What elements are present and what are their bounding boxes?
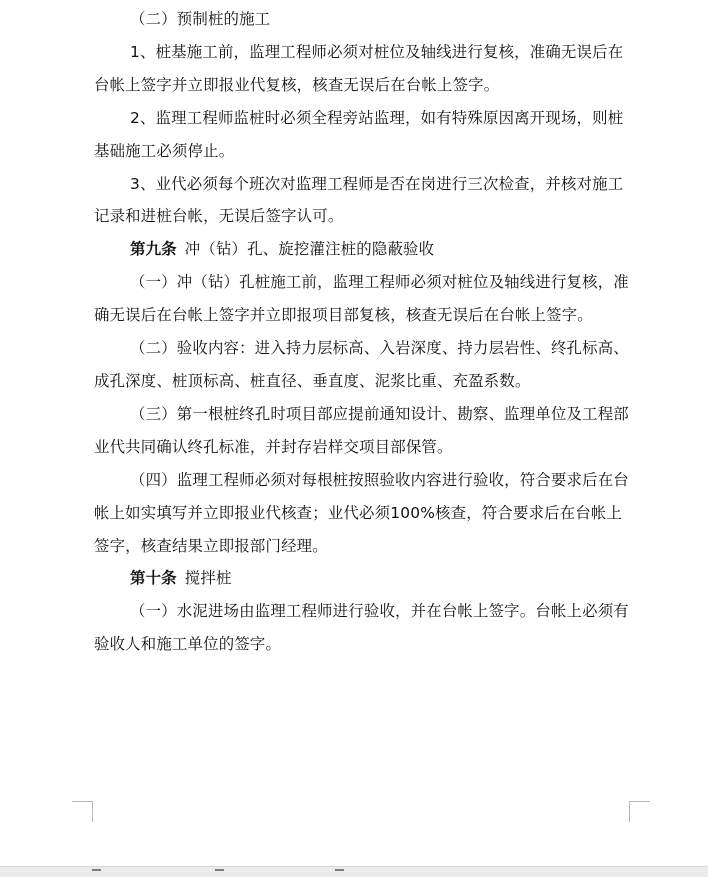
article-9-heading [94, 233, 631, 266]
status-bar-icon[interactable] [335, 869, 344, 876]
article-9-number: 第九条 [130, 240, 177, 259]
article-10-number: 第十条 [130, 569, 177, 588]
status-bar-icon[interactable] [215, 869, 224, 876]
status-bar-icon[interactable] [92, 869, 101, 876]
paragraph-item-3: 3、业代必须每个班次对监理工程师是否在岗进行三次检查，并核对施工记录和进桩台帐，无误后签字认可。 [94, 174, 624, 226]
paragraph-article-9-item-2: （二）验收内容：进入持力层标高、入岩深度、持力层岩性、终孔标高、成孔深度、桩顶标高、桩直径、垂直度、泥浆比重、充盈系数。 [94, 339, 629, 390]
article-10-title: 搅拌桩 [184, 569, 232, 588]
bottom-status-bar [0, 866, 708, 877]
paragraph-item-2: 2、监理工程师监桩时必须全程旁站监理，如有特殊原因离开现场，则桩基础施工必须停止。 [94, 108, 624, 160]
paragraph-article-10-item-1: （一）水泥进场由监理工程师进行验收，并在台帐上签字。台帐上必须有验收人和施工单位的签字。 [94, 602, 629, 654]
paragraph-article-9-item-1: （一）冲（钻）孔桩施工前，监理工程师必须对桩位及轴线进行复核，准确无误后在台帐上签字并立即报项目部复核，核查无误后在台帐上签字。 [94, 273, 629, 325]
paragraph-item-1: 1、桩基施工前，监理工程师必须对桩位及轴线进行复核，准确无误后在台帐上签字并立即报业代复核，核查无误后在台帐上签字。 [94, 42, 624, 94]
section-heading-precast-pile: （二）预制桩的施工 [130, 10, 271, 28]
paragraph-article-9-item-4: （四）监理工程师必须对每根桩按照验收内容进行验收，符合要求后在台帐上如实填写并立即报业代核查；业代必须100%核查，符合要求后在台帐上签字，核查结果立即报部门经理。 [94, 470, 629, 555]
article-10-heading [94, 562, 631, 595]
page-margin-corner-right [629, 801, 650, 822]
document-body [94, 3, 631, 661]
page-margin-corner-left [72, 801, 93, 822]
paragraph-article-9-item-3: （三）第一根桩终孔时项目部应提前通知设计、勘察、监理单位及工程部业代共同确认终孔标准，并封存岩样交项目部保管。 [94, 404, 629, 456]
article-9-title: 冲（钻）孔、旋挖灌注桩的隐蔽验收 [184, 240, 435, 259]
